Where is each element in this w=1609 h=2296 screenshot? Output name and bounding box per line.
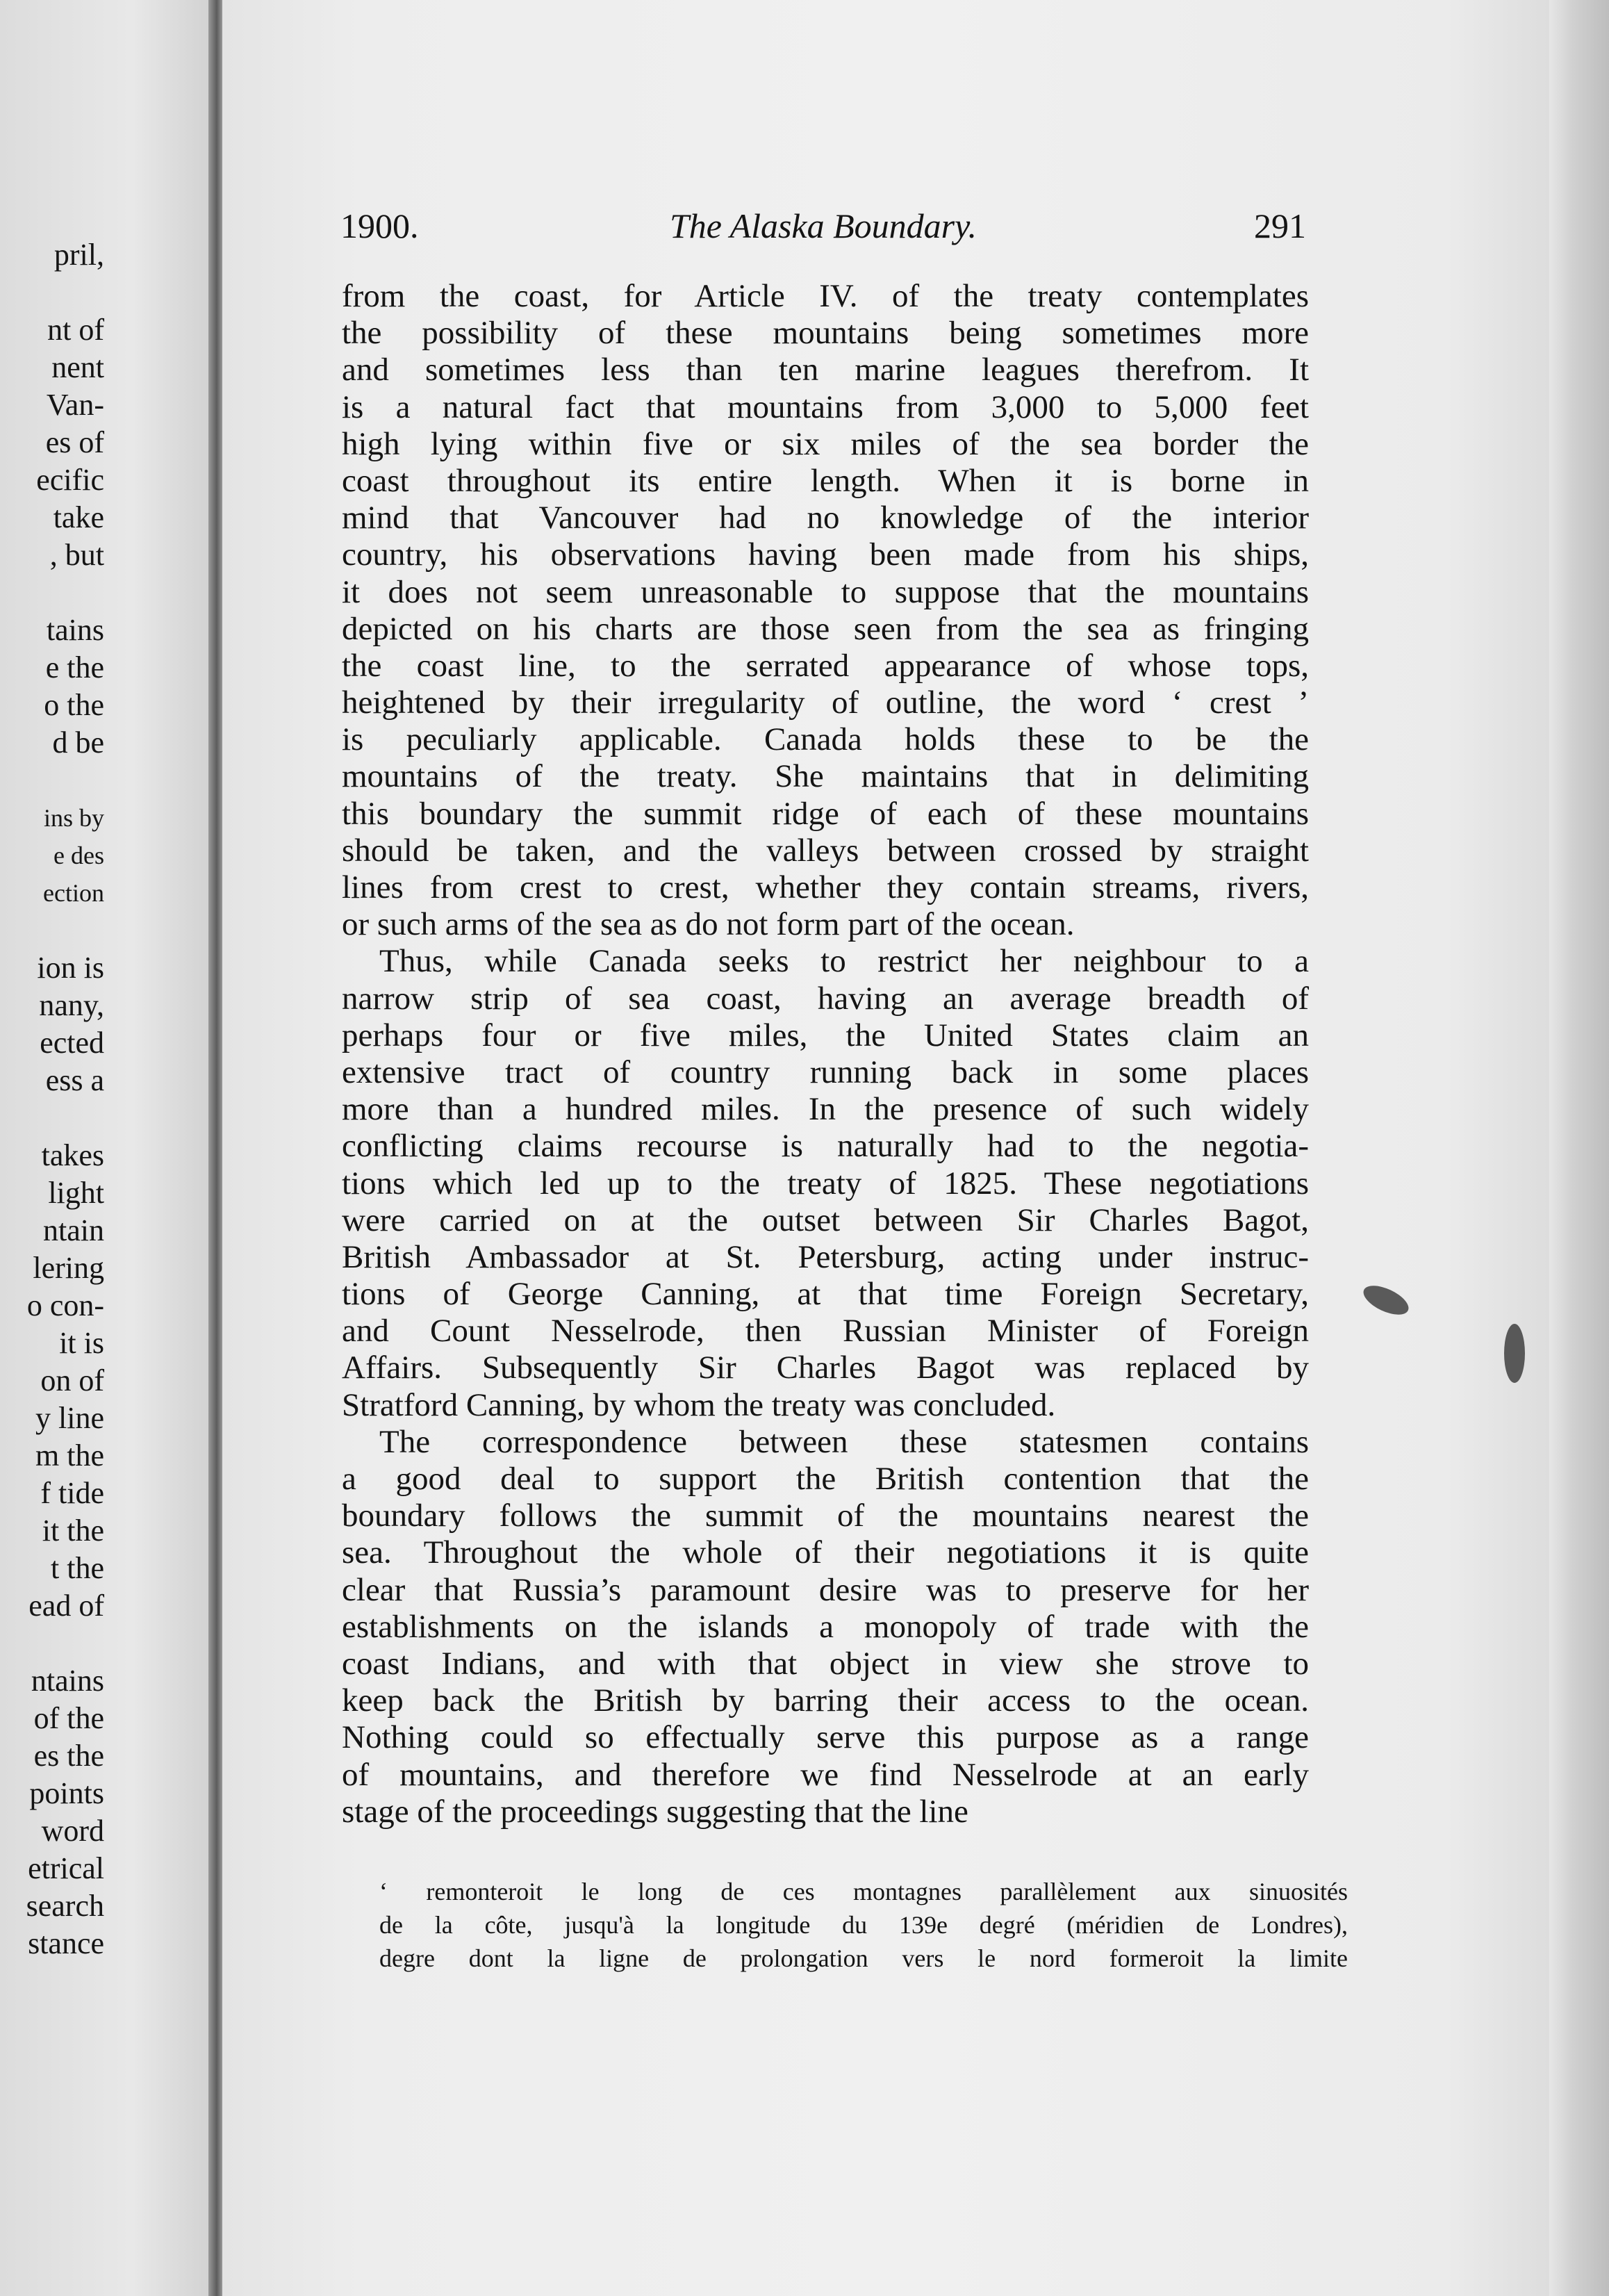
text-line: coast throughout its entire length. When it is borne in xyxy=(342,462,1309,499)
text-line: is a natural fact that mountains from 3,000 to 5,000 feet xyxy=(342,388,1309,425)
left-page-line: d be xyxy=(52,725,104,760)
text-line: establishments on the islands a monopoly of trade with the xyxy=(342,1608,1309,1645)
footnote-line: degre dont la ligne de prolongation vers le nord formeroit la limite xyxy=(379,1944,1348,1972)
text-line: coast Indians, and with that object in view she strove to xyxy=(342,1645,1309,1682)
text-line: or such arms of the sea as do not form part of the ocean. xyxy=(342,906,1075,943)
left-page-line: on of xyxy=(40,1363,104,1397)
left-page-line: light xyxy=(48,1176,104,1210)
text-line: heightened by their irregularity of outline, the word ‘ crest ’ xyxy=(342,684,1309,721)
running-head xyxy=(340,206,1306,254)
text-line: boundary follows the summit of the mountains nearest the xyxy=(342,1498,1309,1534)
left-page-line: m the xyxy=(35,1438,104,1473)
left-page-line: ins by xyxy=(43,804,104,832)
left-page-line: es of xyxy=(45,425,104,459)
text-line: the possibility of these mountains being sometimes more xyxy=(342,315,1309,352)
text-line: extensive tract of country running back in some places xyxy=(342,1053,1309,1090)
text-line: mind that Vancouver had no knowledge of the interior xyxy=(342,500,1309,536)
left-page-line: tains xyxy=(46,613,104,647)
text-line: should be taken, and the valleys between crossed by straight xyxy=(342,832,1309,869)
left-page-line: ess a xyxy=(45,1063,104,1097)
left-page-line: ion is xyxy=(37,951,104,985)
text-line: lines from crest to crest, whether they contain streams, rivers, xyxy=(342,869,1309,905)
text-line: is peculiarly applicable. Canada holds these to be the xyxy=(342,721,1309,758)
left-page-line: nt of xyxy=(47,313,104,347)
text-line: this boundary the summit ridge of each of these mountains xyxy=(342,795,1309,832)
left-page-line xyxy=(0,1625,104,1662)
text-line: clear that Russia’s paramount desire was to preserve for her xyxy=(342,1571,1309,1608)
footnote xyxy=(379,1875,1348,1975)
text-line: Thus, while Canada seeks to restrict her neighbour to a xyxy=(379,943,1309,980)
left-page-line: t the xyxy=(51,1551,104,1585)
text-line: tions of George Canning, at that time Foreign Secretary, xyxy=(342,1276,1309,1313)
text-line: depicted on his charts are those seen from the sea as fringing xyxy=(342,610,1309,647)
left-page-line: it the xyxy=(42,1514,104,1548)
left-page-line: e des xyxy=(53,842,104,869)
left-page-line: nany, xyxy=(39,988,104,1022)
text-line: British Ambassador at St. Petersburg, acting under instruc- xyxy=(342,1238,1309,1275)
left-page-line: take xyxy=(53,500,104,534)
text-line: narrow strip of sea coast, having an average breadth of xyxy=(342,980,1309,1017)
text-line: the coast line, to the serrated appearance of whose tops, xyxy=(342,647,1309,684)
text-line: Affairs. Subsequently Sir Charles Bagot was replaced by xyxy=(342,1350,1309,1386)
left-page-line: ection xyxy=(43,879,104,907)
left-page-line: Van- xyxy=(46,388,104,422)
left-page-line xyxy=(0,912,104,949)
left-page-line: o the xyxy=(44,688,104,722)
text-line: country, his observations having been made from his ships, xyxy=(342,536,1309,573)
text-line: from the coast, for Article IV. of the treaty contemplates xyxy=(342,278,1309,314)
text-line: perhaps four or five miles, the United States claim an xyxy=(342,1017,1309,1053)
text-line: of mountains, and therefore we find Nesselrode at an early xyxy=(342,1756,1309,1793)
text-line: tions which led up to the treaty of 1825. These negotiations xyxy=(342,1165,1309,1202)
text-line: Stratford Canning, by whom the treaty was concluded. xyxy=(342,1386,1056,1423)
left-page-line: pril, xyxy=(53,238,104,272)
left-page-line: es the xyxy=(33,1739,104,1773)
left-page-line: , but xyxy=(49,538,104,572)
text-line: sea. Throughout the whole of their negotiations it is quite xyxy=(342,1534,1309,1571)
left-page-line: takes xyxy=(41,1138,104,1172)
text-line: mountains of the treaty. She maintains that in delimiting xyxy=(342,758,1309,795)
text-line: Nothing could so effectually serve this purpose as a range xyxy=(342,1719,1309,1756)
left-page-line: f tide xyxy=(40,1476,104,1510)
ink-smudge xyxy=(1504,1324,1525,1383)
text-line: were carried on at the outset between Sir Charles Bagot, xyxy=(342,1202,1309,1238)
left-page-fragment xyxy=(0,0,221,2296)
left-page-line xyxy=(0,762,104,799)
page-number: 291 xyxy=(1254,206,1306,245)
left-page-line: ntains xyxy=(31,1664,104,1698)
text-line: a good deal to support the British contention that the xyxy=(342,1461,1309,1497)
text-line: The correspondence between these statesmen contains xyxy=(379,1423,1309,1460)
left-page-line: of the xyxy=(33,1701,104,1735)
running-head-title: The Alaska Boundary. xyxy=(669,206,977,245)
left-page-line: y line xyxy=(35,1401,104,1435)
left-page-line xyxy=(0,574,104,612)
text-line: keep back the British by barring their access to the ocean. xyxy=(342,1682,1309,1719)
left-page-line: ecific xyxy=(36,463,104,497)
text-line: and Count Nesselrode, then Russian Minister of Foreign xyxy=(342,1313,1309,1350)
left-page-line: ntain xyxy=(43,1213,104,1247)
body-text xyxy=(342,278,1309,1830)
footnote-line: ‘ remonteroit le long de ces montagnes parallèlement aux sinuosités xyxy=(379,1878,1348,1905)
left-page-line xyxy=(0,1099,104,1137)
running-head-year: 1900. xyxy=(340,206,419,245)
page-edge xyxy=(1549,0,1609,2296)
left-page-line: stance xyxy=(28,1926,104,1960)
footnote-line: de la côte, jusqu'à la longitude du 139e degré (méridien de Londres), xyxy=(379,1911,1348,1939)
text-line: it does not seem unreasonable to suppose that the mountains xyxy=(342,573,1309,610)
left-page-line: ected xyxy=(40,1026,104,1060)
text-line: conflicting claims recourse is naturally had to the negotia- xyxy=(342,1128,1309,1165)
left-page-line: word xyxy=(41,1814,104,1848)
text-line: and sometimes less than ten marine leagues therefrom. It xyxy=(342,352,1309,388)
left-page-text xyxy=(0,236,104,1962)
text-line: stage of the proceedings suggesting that the line xyxy=(342,1793,968,1830)
left-page-line: e the xyxy=(45,650,104,684)
left-page-line: etrical xyxy=(28,1851,104,1885)
left-page-line: points xyxy=(29,1776,104,1810)
left-page-line xyxy=(0,274,104,311)
left-page-line: nent xyxy=(51,350,104,384)
left-page-line: ead of xyxy=(28,1589,104,1623)
left-page-line: it is xyxy=(59,1326,104,1360)
left-page-line: search xyxy=(26,1889,104,1923)
text-line: high lying within five or six miles of the sea border the xyxy=(342,425,1309,462)
left-page-line: o con- xyxy=(26,1288,104,1322)
text-line: more than a hundred miles. In the presence of such widely xyxy=(342,1091,1309,1128)
left-page-line: lering xyxy=(33,1251,104,1285)
